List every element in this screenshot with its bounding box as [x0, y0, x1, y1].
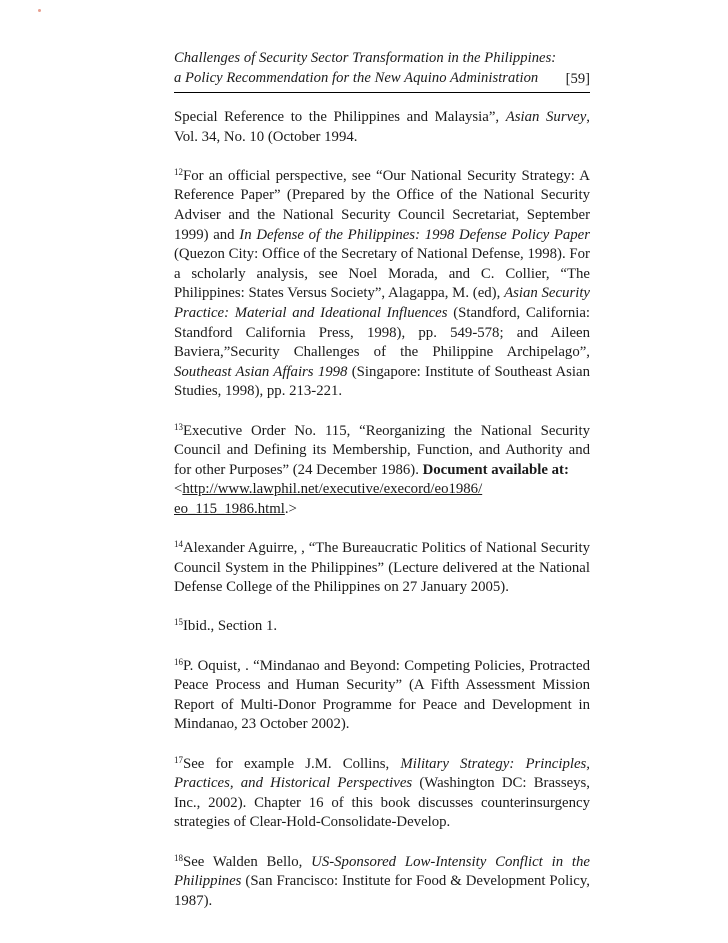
footnote-18	[174, 853, 590, 912]
footnotes	[174, 108, 590, 931]
text: <	[174, 481, 183, 498]
text: For an official perspective, see “Our National Security Strategy: A Reference Paper” (Prepared by the Office of the National Security Adviser and the National Security Council Secretariat, September 1999) and	[174, 167, 590, 243]
corner-mark	[38, 9, 41, 12]
footnote-number: 16	[174, 656, 183, 667]
footnote-continuation	[174, 108, 590, 147]
title: In Defense of the Philippines: 1998 Defense Policy Paper	[239, 226, 590, 243]
text: P. Oquist, . “Mindanao and Beyond: Competing Policies, Protracted Peace Process and Human Security” (A Fifth Assessment Mission Report of Multi-Donor Programme for Peace and Development in Mindanao, 23 October 2002).	[174, 657, 590, 733]
header-rule	[174, 92, 590, 93]
title: Southeast Asian Affairs 1998	[174, 363, 348, 380]
title: US-Sponsored Low-Intensity Conflict in the Philippines	[174, 853, 590, 890]
title: Military Strategy: Principles, Practices, and Historical Perspectives	[174, 755, 590, 792]
footnote-number: 12	[174, 166, 183, 177]
page-number: [59]	[565, 71, 590, 87]
footnote-14	[174, 539, 590, 598]
lawphil-link-part-1[interactable]: http://www.lawphil.net/executive/execord/eo1986/	[182, 481, 483, 498]
text: See for example J.M. Collins,	[183, 755, 401, 772]
footnote-number: 17	[174, 754, 183, 765]
footnote-15	[174, 617, 590, 637]
lawphil-link-part-2[interactable]: eo_115_1986.html	[174, 500, 285, 517]
text: (Singapore: Institute of Southeast Asian Studies, 1998), pp. 213-221.	[174, 363, 590, 400]
running-header	[174, 48, 590, 88]
text: (Washington DC: Brasseys, Inc., 2002). Chapter 16 of this book discusses counterinsurgency strategies of Clear-Hold-Consolidate-Develop.	[174, 775, 590, 831]
footnote-16	[174, 657, 590, 735]
footnote-number: 13	[174, 421, 183, 432]
header-title-line-1: Challenges of Security Sector Transformation in the Philippines:	[174, 50, 557, 66]
text: Executive Order No. 115, “Reorganizing the National Security Council and Defining its Membership, Function, and Authority and for other Purposes” (24 December 1986).	[174, 422, 590, 478]
title: Asian Security Practice: Material and Ideational Influences	[174, 285, 590, 321]
footnote-number: 14	[174, 539, 183, 550]
footnote-17	[174, 755, 590, 833]
text: (San Francisco: Institute for Food & Development Policy, 1987).	[174, 873, 590, 909]
footnote-13	[174, 422, 590, 520]
footnote-number: 15	[174, 617, 183, 628]
header-title-line-2: a Policy Recommendation for the New Aquino Administration	[174, 70, 539, 86]
text: See Walden Bello,	[183, 853, 312, 870]
text: Alexander Aguirre, , “The Bureaucratic Politics of National Security Council System in the Philippines” (Lecture delivered at the National Defense College of the Philippines on 27 January 2005).	[174, 540, 590, 596]
footnote-number: 18	[174, 852, 183, 863]
text: .>	[284, 500, 297, 517]
footnote-12	[174, 167, 590, 402]
text: (Quezon City: Office of the Secretary of National Defense, 1998). For a scholarly analysis, see Noel Morada, and C. Collier, “The Philippines: States Versus Society”, Alagappa, M. (ed),	[174, 246, 590, 302]
text: , Vol. 34, No. 10 (October 1994.	[174, 109, 590, 145]
text: Ibid., Section 1.	[183, 618, 278, 635]
text: (Standford, California: Standford California Press, 1998), pp. 549-578; and Aileen Baviera,”Security Challenges of the Philippine Archipelago”,	[174, 304, 591, 361]
text: Special Reference to the Philippines and Malaysia”,	[174, 109, 506, 125]
bold-label: Document available at:	[422, 461, 569, 478]
journal-title: Asian Survey	[505, 109, 587, 125]
